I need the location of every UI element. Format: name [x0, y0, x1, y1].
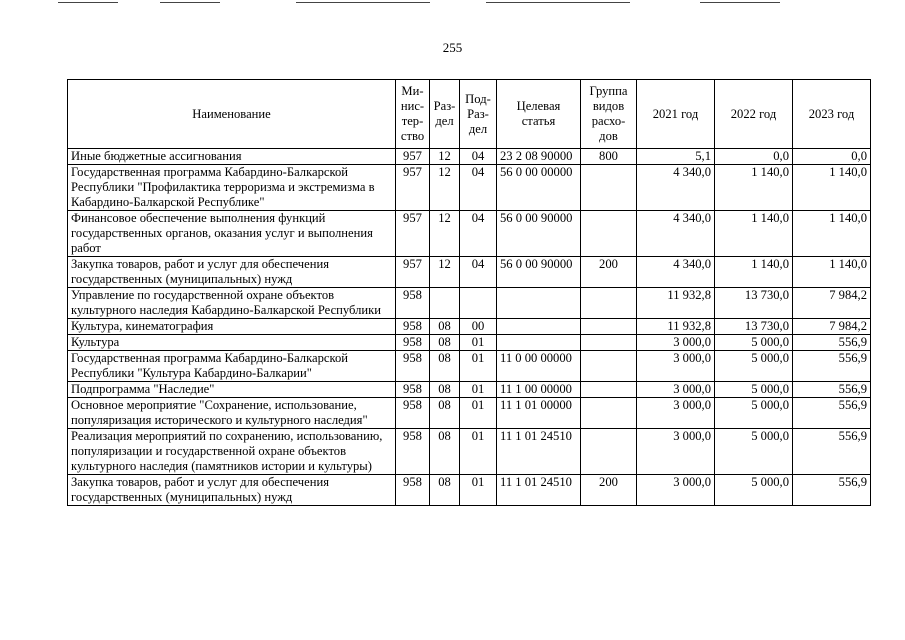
cell-ministry: 957	[396, 211, 430, 257]
cell-y2021: 4 340,0	[637, 211, 715, 257]
cell-target: 11 0 00 00000	[497, 351, 581, 382]
cell-name: Культура, кинематография	[68, 319, 396, 335]
cell-group	[581, 382, 637, 398]
cell-section: 08	[430, 351, 460, 382]
cell-name: Закупка товаров, работ и услуг для обеспечения государственных (муниципальных) нужд	[68, 257, 396, 288]
cell-name: Финансовое обеспечение выполнения функций государственных органов, оказания услуг и выполнения работ	[68, 211, 396, 257]
header-section: Раз- дел	[430, 80, 460, 149]
header-subsection: Под- Раз- дел	[460, 80, 497, 149]
cell-section: 08	[430, 398, 460, 429]
cell-section: 12	[430, 165, 460, 211]
table-row	[68, 335, 871, 351]
cell-name: Государственная программа Кабардино-Балкарской Республики "Культура Кабардино-Балкарии"	[68, 351, 396, 382]
cell-y2022: 13 730,0	[715, 288, 793, 319]
cell-ministry: 957	[396, 257, 430, 288]
cell-y2021: 3 000,0	[637, 382, 715, 398]
table-header-row	[68, 80, 871, 149]
cell-y2021: 3 000,0	[637, 351, 715, 382]
cell-ministry: 958	[396, 398, 430, 429]
budget-table	[67, 79, 871, 506]
header-ministry: Ми- нис- тер- ство	[396, 80, 430, 149]
cell-section: 08	[430, 429, 460, 475]
cell-subsection: 01	[460, 382, 497, 398]
table-row	[68, 149, 871, 165]
cell-y2023: 556,9	[793, 335, 871, 351]
cell-section: 08	[430, 335, 460, 351]
cell-ministry: 958	[396, 429, 430, 475]
cell-ministry: 958	[396, 475, 430, 506]
header-group: Группа видов расхо- дов	[581, 80, 637, 149]
cell-group	[581, 319, 637, 335]
cell-name: Государственная программа Кабардино-Балкарской Республики "Профилактика терроризма и экстремизма в Кабардино-Балкарской Республике"	[68, 165, 396, 211]
cell-y2023: 1 140,0	[793, 257, 871, 288]
cell-y2021: 4 340,0	[637, 165, 715, 211]
cell-ministry: 958	[396, 382, 430, 398]
cell-subsection: 00	[460, 319, 497, 335]
cell-y2023: 7 984,2	[793, 288, 871, 319]
cell-name: Закупка товаров, работ и услуг для обеспечения государственных (муниципальных) нужд	[68, 475, 396, 506]
cell-y2021: 11 932,8	[637, 288, 715, 319]
cell-y2023: 1 140,0	[793, 165, 871, 211]
cell-section: 08	[430, 382, 460, 398]
cell-ministry: 958	[396, 335, 430, 351]
cell-ministry: 957	[396, 149, 430, 165]
cell-section: 12	[430, 149, 460, 165]
cell-group	[581, 351, 637, 382]
cell-ministry: 958	[396, 351, 430, 382]
cell-y2021: 3 000,0	[637, 475, 715, 506]
page-number: 255	[442, 40, 463, 55]
cell-subsection: 04	[460, 257, 497, 288]
cell-y2022: 1 140,0	[715, 211, 793, 257]
cell-y2022: 5 000,0	[715, 382, 793, 398]
header-name: Наименование	[68, 80, 396, 149]
cell-subsection: 04	[460, 211, 497, 257]
table-row	[68, 319, 871, 335]
cell-y2023: 556,9	[793, 382, 871, 398]
cell-group: 800	[581, 149, 637, 165]
cell-target: 11 1 01 24510	[497, 475, 581, 506]
table-row	[68, 475, 871, 506]
header-target: Целевая статья	[497, 80, 581, 149]
cell-section: 08	[430, 319, 460, 335]
cell-target: 56 0 00 90000	[497, 257, 581, 288]
cell-subsection: 01	[460, 475, 497, 506]
cell-group: 200	[581, 475, 637, 506]
cell-target	[497, 335, 581, 351]
cell-name: Иные бюджетные ассигнования	[68, 149, 396, 165]
cell-name: Реализация мероприятий по сохранению, использованию, популяризации и государственной охране объектов культурного наследия (памятников истории и культуры)	[68, 429, 396, 475]
cell-y2021: 11 932,8	[637, 319, 715, 335]
cell-subsection: 01	[460, 335, 497, 351]
table-row	[68, 382, 871, 398]
cell-name: Культура	[68, 335, 396, 351]
cell-y2023: 556,9	[793, 429, 871, 475]
cell-section	[430, 288, 460, 319]
table-row	[68, 351, 871, 382]
cell-y2023: 556,9	[793, 351, 871, 382]
cell-ministry: 958	[396, 319, 430, 335]
header-2022: 2022 год	[715, 80, 793, 149]
cell-y2022: 5 000,0	[715, 398, 793, 429]
cell-group	[581, 288, 637, 319]
cell-y2023: 1 140,0	[793, 211, 871, 257]
table-row	[68, 429, 871, 475]
table-row	[68, 211, 871, 257]
cell-y2022: 5 000,0	[715, 429, 793, 475]
cell-y2022: 5 000,0	[715, 475, 793, 506]
cell-y2023: 556,9	[793, 398, 871, 429]
cell-group	[581, 211, 637, 257]
cell-subsection: 01	[460, 351, 497, 382]
table-row	[68, 165, 871, 211]
cell-section: 08	[430, 475, 460, 506]
cell-section: 12	[430, 211, 460, 257]
table-row	[68, 398, 871, 429]
cell-subsection: 01	[460, 429, 497, 475]
cell-target: 11 1 01 24510	[497, 429, 581, 475]
table-row	[68, 257, 871, 288]
cell-y2022: 0,0	[715, 149, 793, 165]
cell-name: Основное мероприятие "Сохранение, использование, популяризация исторического и культурного наследия"	[68, 398, 396, 429]
cell-name: Управление по государственной охране объектов культурного наследия Кабардино-Балкарской Республики	[68, 288, 396, 319]
cell-section: 12	[430, 257, 460, 288]
cell-group	[581, 165, 637, 211]
cell-group	[581, 398, 637, 429]
cell-target	[497, 319, 581, 335]
cell-ministry: 958	[396, 288, 430, 319]
cell-target: 56 0 00 00000	[497, 165, 581, 211]
cell-target: 56 0 00 90000	[497, 211, 581, 257]
cell-y2022: 1 140,0	[715, 257, 793, 288]
cell-group	[581, 335, 637, 351]
cell-y2021: 3 000,0	[637, 335, 715, 351]
header-2023: 2023 год	[793, 80, 871, 149]
cell-y2022: 5 000,0	[715, 351, 793, 382]
cell-y2021: 4 340,0	[637, 257, 715, 288]
cell-y2021: 3 000,0	[637, 398, 715, 429]
cell-group	[581, 429, 637, 475]
cell-y2021: 5,1	[637, 149, 715, 165]
cell-subsection	[460, 288, 497, 319]
cell-y2022: 5 000,0	[715, 335, 793, 351]
cell-subsection: 04	[460, 165, 497, 211]
cell-ministry: 957	[396, 165, 430, 211]
header-2021: 2021 год	[637, 80, 715, 149]
cell-y2022: 13 730,0	[715, 319, 793, 335]
table-row	[68, 288, 871, 319]
cell-y2023: 7 984,2	[793, 319, 871, 335]
cell-name: Подпрограмма "Наследие"	[68, 382, 396, 398]
cell-y2023: 556,9	[793, 475, 871, 506]
cell-target: 11 1 00 00000	[497, 382, 581, 398]
cell-group: 200	[581, 257, 637, 288]
cell-y2023: 0,0	[793, 149, 871, 165]
cell-target: 11 1 01 00000	[497, 398, 581, 429]
cell-target: 23 2 08 90000	[497, 149, 581, 165]
cell-y2021: 3 000,0	[637, 429, 715, 475]
cell-subsection: 04	[460, 149, 497, 165]
cell-y2022: 1 140,0	[715, 165, 793, 211]
cell-subsection: 01	[460, 398, 497, 429]
cell-target	[497, 288, 581, 319]
